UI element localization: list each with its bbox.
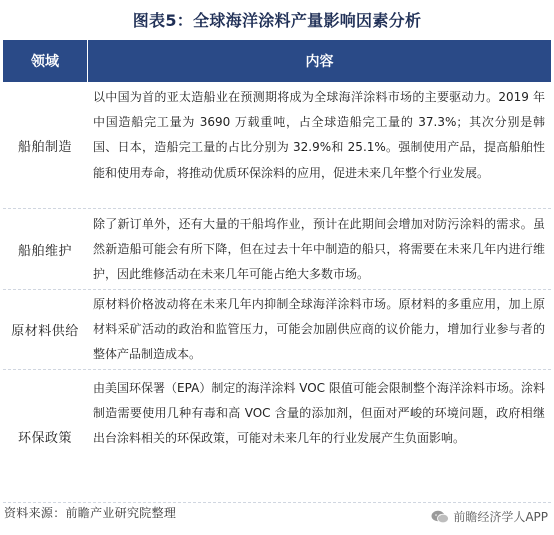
table-row [3, 209, 551, 290]
row-content: 原材料价格波动将在未来几年内抑制全球海洋涂料市场。原材料的多重应用，加上原材料采矿活动的政治和监管压力，可能会加剧供应商的议价能力，增加行业参与者的整体产品制造成本。 [93, 297, 545, 362]
table-header [3, 40, 551, 82]
row-category: 船舶维护 [17, 243, 72, 259]
header-content: 内容 [305, 54, 334, 70]
table-row [3, 370, 551, 503]
row-category: 环保政策 [17, 430, 72, 446]
factor-table [3, 40, 551, 503]
wechat-icon [431, 510, 449, 524]
row-content: 除了新订单外，还有大量的干船坞作业，预计在此期间会增加对防污涂料的需求。虽然新造船可能会有所下降，但在过去十年中制造的船只，将需要在未来几年内进行维护，因此维修活动在未来几年可能占绝大多数市场。 [93, 217, 545, 282]
row-category: 原材料供给 [11, 324, 79, 339]
table-row [3, 82, 551, 209]
brand-mark [431, 508, 548, 525]
source-note: 资料来源：前瞻产业研究院整理 [4, 506, 177, 520]
brand-label: 前瞻经济学人APP [453, 510, 548, 524]
row-content: 由美国环保署（EPA）制定的海洋涂料 VOC 限值可能会限制整个海洋涂料市场。涂料制造需要使用几种有毒和高 VOC 含量的添加剂，但面对严峻的环境问题，政府相继出台涂料相关的环保政策，可能对未来几年的行业发展产生负面影响。 [93, 381, 545, 446]
table-row [3, 290, 551, 370]
row-content: 以中国为首的亚太造船业在预测期将成为全球海洋涂料市场的主要驱动力。2019 年中国造船完工量为 3690 万载重吨，占全球造船完工量的 37.3%；其次分别是韩国、日本，造船完工量的占比分别为 32.9%和 25.1%。强制使用产品，提高船舶性能和使用寿命，将推动优质环保涂料的应用，促进未来几年整个行业发展。 [93, 90, 545, 180]
row-category: 船舶制造 [17, 139, 72, 155]
chart-title: 图表5：全球海洋涂料产量影响因素分析 [132, 11, 422, 30]
header-domain: 领域 [3, 40, 88, 82]
